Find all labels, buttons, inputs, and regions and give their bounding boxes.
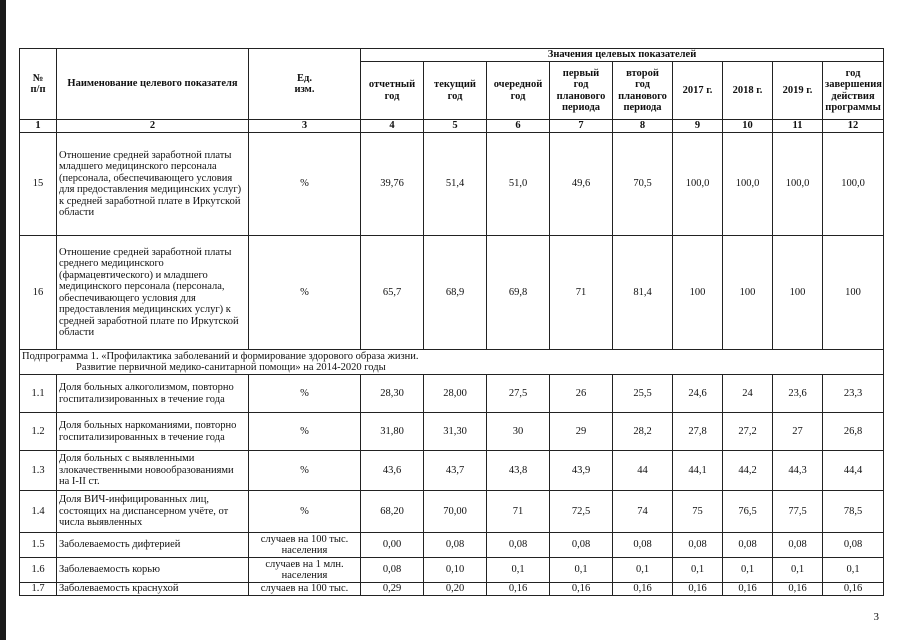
header-col-6: очередной год (487, 62, 550, 120)
value-cell: 75 (673, 491, 723, 533)
unit-cell: случаев на 1 млн. населения (249, 558, 361, 583)
column-number: 2 (57, 120, 249, 133)
value-cell: 0,16 (613, 583, 673, 596)
table-row (20, 133, 884, 236)
header-col-8: второй год планового периода (613, 62, 673, 120)
value-cell: 81,4 (613, 236, 673, 350)
header-col-5: текущий год (424, 62, 487, 120)
value-cell: 100 (823, 236, 884, 350)
value-cell: 0,1 (673, 558, 723, 583)
value-cell: 24,6 (673, 375, 723, 413)
value-cell: 26,8 (823, 413, 884, 451)
value-cell: 0,1 (773, 558, 823, 583)
value-cell: 0,16 (673, 583, 723, 596)
column-number: 10 (723, 120, 773, 133)
value-cell: 71 (550, 236, 613, 350)
value-cell: 69,8 (487, 236, 550, 350)
value-cell: 65,7 (361, 236, 424, 350)
value-cell: 0,08 (823, 533, 884, 558)
value-cell: 43,6 (361, 451, 424, 491)
row-number: 1.2 (20, 413, 57, 451)
unit-cell: случаев на 100 тыс. населения (249, 533, 361, 558)
value-cell: 70,00 (424, 491, 487, 533)
value-cell: 44,2 (723, 451, 773, 491)
value-cell: 68,20 (361, 491, 424, 533)
value-cell: 0,1 (823, 558, 884, 583)
value-cell: 23,3 (823, 375, 884, 413)
unit-cell: % (249, 133, 361, 236)
row-number: 1.5 (20, 533, 57, 558)
value-cell: 28,2 (613, 413, 673, 451)
value-cell: 0,1 (550, 558, 613, 583)
scan-edge-bar (0, 0, 6, 640)
value-cell: 44,4 (823, 451, 884, 491)
value-cell: 27,5 (487, 375, 550, 413)
value-cell: 100,0 (773, 133, 823, 236)
column-number: 3 (249, 120, 361, 133)
header-unit: Ед. изм. (249, 49, 361, 120)
value-cell: 0,16 (550, 583, 613, 596)
column-number: 11 (773, 120, 823, 133)
value-cell: 43,9 (550, 451, 613, 491)
value-cell: 28,00 (424, 375, 487, 413)
unit-cell: % (249, 375, 361, 413)
value-cell: 43,7 (424, 451, 487, 491)
value-cell: 27,8 (673, 413, 723, 451)
table-row (20, 413, 884, 451)
target-indicators-table (19, 48, 884, 596)
column-number: 6 (487, 120, 550, 133)
row-number: 1.4 (20, 491, 57, 533)
row-number: 1.3 (20, 451, 57, 491)
value-cell: 0,1 (723, 558, 773, 583)
row-number: 15 (20, 133, 57, 236)
value-cell: 74 (613, 491, 673, 533)
indicator-name: Заболеваемость краснухой (57, 583, 249, 596)
value-cell: 28,30 (361, 375, 424, 413)
value-cell: 0,1 (613, 558, 673, 583)
indicator-name: Заболеваемость корью (57, 558, 249, 583)
column-number: 12 (823, 120, 884, 133)
value-cell: 29 (550, 413, 613, 451)
header-num: № п/п (20, 49, 57, 120)
unit-cell: % (249, 491, 361, 533)
header-col-10: 2018 г. (723, 62, 773, 120)
value-cell: 72,5 (550, 491, 613, 533)
subprogram-line-1: Подпрограмма 1. «Профилактика заболеваний и формирование здорового образа жизни. (22, 350, 419, 362)
value-cell: 0,08 (361, 558, 424, 583)
unit-cell: случаев на 100 тыс. (249, 583, 361, 596)
value-cell: 70,5 (613, 133, 673, 236)
value-cell: 31,30 (424, 413, 487, 451)
value-cell: 27 (773, 413, 823, 451)
header-col-9: 2017 г. (673, 62, 723, 120)
table-row (20, 558, 884, 583)
subprogram-row (20, 350, 884, 375)
value-cell: 0,08 (487, 533, 550, 558)
value-cell: 49,6 (550, 133, 613, 236)
header-col-7: первый год планового периода (550, 62, 613, 120)
table-row (20, 451, 884, 491)
table-row (20, 583, 884, 596)
value-cell: 31,80 (361, 413, 424, 451)
value-cell: 26 (550, 375, 613, 413)
table-row (20, 491, 884, 533)
value-cell: 44 (613, 451, 673, 491)
header-values-group: Значения целевых показателей (361, 49, 884, 62)
value-cell: 100,0 (673, 133, 723, 236)
column-number: 4 (361, 120, 424, 133)
value-cell: 78,5 (823, 491, 884, 533)
value-cell: 71 (487, 491, 550, 533)
column-number: 1 (20, 120, 57, 133)
header-col-11: 2019 г. (773, 62, 823, 120)
value-cell: 25,5 (613, 375, 673, 413)
value-cell: 44,1 (673, 451, 723, 491)
value-cell: 0,00 (361, 533, 424, 558)
unit-cell: % (249, 236, 361, 350)
value-cell: 0,20 (424, 583, 487, 596)
unit-cell: % (249, 451, 361, 491)
value-cell: 51,4 (424, 133, 487, 236)
indicator-name: Заболеваемость дифтерией (57, 533, 249, 558)
indicator-name: Доля больных с выявленными злокачественными новообразованиями на I-II ст. (57, 451, 249, 491)
unit-cell: % (249, 413, 361, 451)
value-cell: 0,16 (823, 583, 884, 596)
column-number: 7 (550, 120, 613, 133)
value-cell: 0,08 (550, 533, 613, 558)
value-cell: 100 (723, 236, 773, 350)
header-col-4: отчетный год (361, 62, 424, 120)
row-number: 1.6 (20, 558, 57, 583)
value-cell: 0,08 (613, 533, 673, 558)
value-cell: 43,8 (487, 451, 550, 491)
value-cell: 30 (487, 413, 550, 451)
value-cell: 51,0 (487, 133, 550, 236)
value-cell: 76,5 (723, 491, 773, 533)
header-col-12: год завершения действия программы (823, 62, 884, 120)
value-cell: 39,76 (361, 133, 424, 236)
value-cell: 0,08 (773, 533, 823, 558)
value-cell: 44,3 (773, 451, 823, 491)
value-cell: 0,08 (723, 533, 773, 558)
value-cell: 24 (723, 375, 773, 413)
column-number: 5 (424, 120, 487, 133)
value-cell: 0,10 (424, 558, 487, 583)
value-cell: 100 (673, 236, 723, 350)
subprogram-line-2: Развитие первичной медико-санитарной помощи» на 2014-2020 годы (76, 362, 386, 373)
table-row (20, 375, 884, 413)
value-cell: 77,5 (773, 491, 823, 533)
value-cell: 0,08 (424, 533, 487, 558)
row-number: 1.1 (20, 375, 57, 413)
indicator-name: Отношение средней заработной платы младшего медицинского персонала (персонала, обеспечивающего условия для предоставления медицинских услуг) к средней заработной плате в Иркутской области (57, 133, 249, 236)
value-cell: 0,16 (487, 583, 550, 596)
indicator-name: Доля ВИЧ-инфицированных лиц, состоящих на диспансерном учёте, от числа выявленных (57, 491, 249, 533)
page-number: 3 (873, 611, 879, 623)
column-number: 9 (673, 120, 723, 133)
value-cell: 100,0 (723, 133, 773, 236)
column-number: 8 (613, 120, 673, 133)
value-cell: 68,9 (424, 236, 487, 350)
value-cell: 100,0 (823, 133, 884, 236)
value-cell: 23,6 (773, 375, 823, 413)
value-cell: 0,16 (773, 583, 823, 596)
value-cell: 100 (773, 236, 823, 350)
value-cell: 27,2 (723, 413, 773, 451)
value-cell: 0,29 (361, 583, 424, 596)
indicator-name: Доля больных наркоманиями, повторно госпитализированных в течение года (57, 413, 249, 451)
value-cell: 0,1 (487, 558, 550, 583)
table-row (20, 533, 884, 558)
value-cell: 0,16 (723, 583, 773, 596)
indicator-name: Отношение средней заработной платы среднего медицинского (фармацевтического) и младшего медицинского персонала (персонала, обеспечивающего условия для предоставления медицинских услуг) к средней заработной плате по Иркутской области (57, 236, 249, 350)
subprogram-title (20, 350, 884, 375)
header-name: Наименование целевого показателя (57, 49, 249, 120)
row-number: 16 (20, 236, 57, 350)
indicator-name: Доля больных алкоголизмом, повторно госпитализированных в течение года (57, 375, 249, 413)
table-row (20, 236, 884, 350)
value-cell: 0,08 (673, 533, 723, 558)
row-number: 1.7 (20, 583, 57, 596)
